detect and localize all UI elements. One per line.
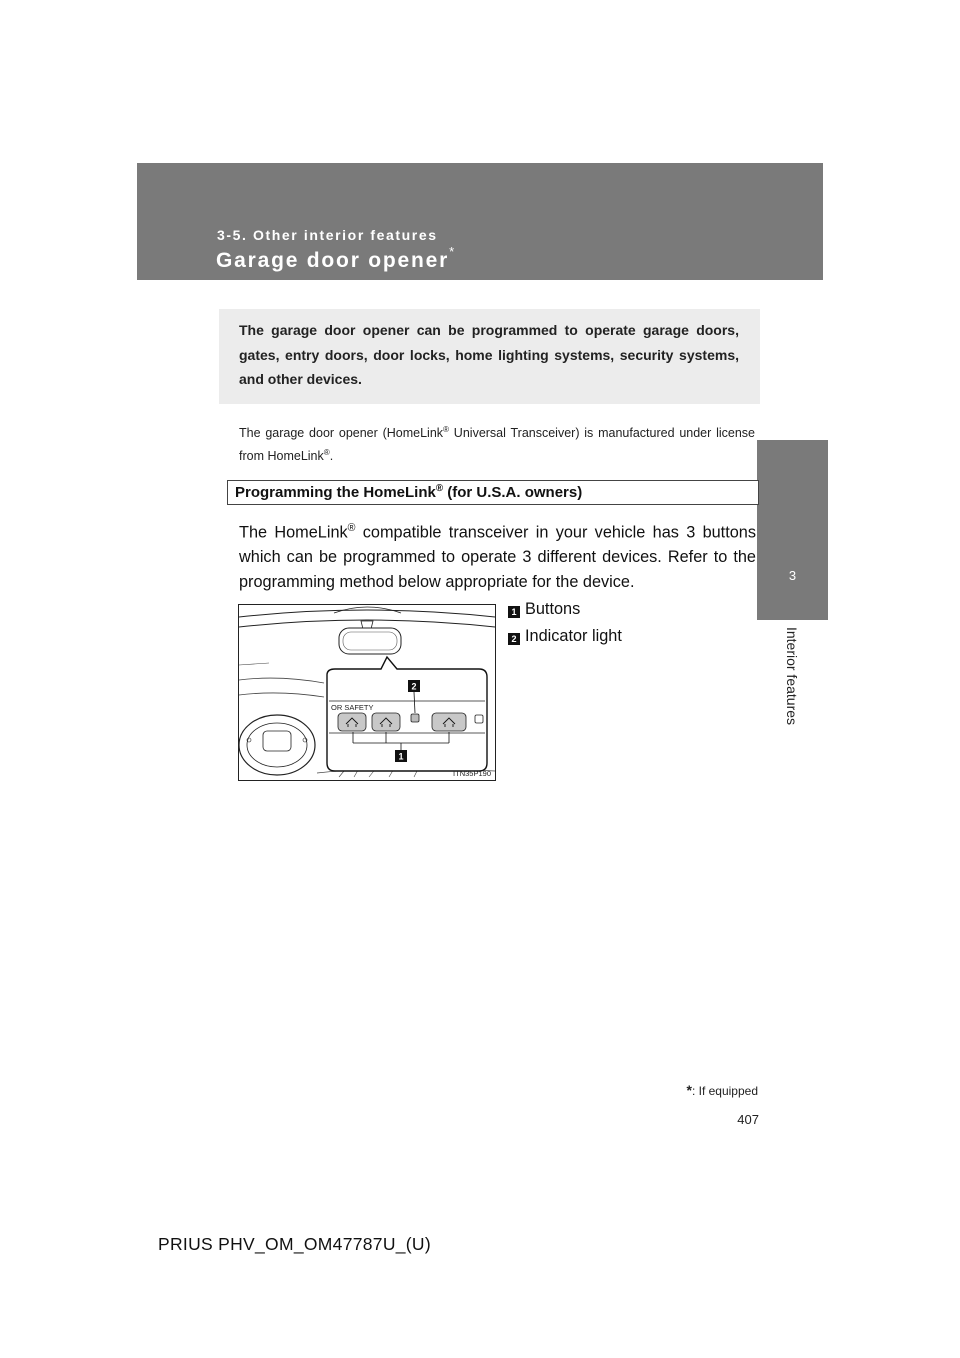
- image-code: ITN35P190: [453, 769, 491, 778]
- footnote-mark: *: [686, 1082, 692, 1098]
- page-number: 407: [737, 1112, 759, 1127]
- registered-mark: ®: [443, 425, 450, 434]
- license-note-part: .: [329, 449, 334, 464]
- page-title: [216, 244, 456, 273]
- chapter-number: 3: [788, 568, 797, 583]
- license-note-part: The garage door opener (HomeLink: [239, 426, 444, 441]
- figure-callout-1: 1: [398, 751, 404, 762]
- indicator-light: [411, 714, 419, 722]
- chapter-label: Interior features: [784, 626, 800, 726]
- homelink-illustration: [239, 605, 495, 780]
- chapter-side-tab: [757, 440, 828, 620]
- panel-text: OR SAFETY: [331, 703, 374, 712]
- if-equipped-mark: *: [449, 244, 456, 259]
- subsection-title-part: Programming the HomeLink: [235, 484, 436, 501]
- body-text-part: compatible transceiver in your vehicle has 3 buttons which can be programmed to operate 3 different devices. Refer to the programming method below appropriate for the device.: [239, 523, 756, 592]
- license-note-part: Universal Transceiver) is manufactured under license from HomeLink: [239, 426, 756, 464]
- document-code: PRIUS PHV_OM_OM47787U_(U): [158, 1234, 431, 1254]
- subsection-title-part: (for U.S.A. owners): [443, 484, 583, 501]
- callout-number: 2: [508, 633, 520, 645]
- section-label: 3-5. Other interior features: [217, 227, 438, 243]
- body-text-part: The HomeLink: [239, 523, 348, 542]
- registered-mark: ®: [323, 448, 330, 458]
- callout-number: 1: [508, 606, 520, 618]
- homelink-button-1: [338, 713, 366, 731]
- callout-label: Buttons: [525, 600, 581, 618]
- body-text: [239, 516, 756, 595]
- subsection-heading-box: [227, 480, 759, 505]
- footnote-text: : If equipped: [691, 1084, 758, 1098]
- registered-mark: ®: [347, 522, 356, 534]
- registered-mark: ®: [435, 483, 444, 494]
- callout-label: Indicator light: [525, 627, 622, 645]
- subsection-title: [235, 483, 582, 501]
- homelink-figure: [238, 604, 496, 781]
- homelink-button-3: [432, 713, 466, 731]
- footnote: [686, 1082, 758, 1098]
- intro-text: The garage door opener can be programmed to operate garage doors, gates, entry doors, door locks, home lighting systems, security systems, and other devices.: [239, 322, 739, 387]
- homelink-button-2: [372, 713, 400, 731]
- page-title-text: Garage door opener: [216, 249, 450, 272]
- license-note: [239, 420, 755, 466]
- figure-callout-2: 2: [411, 681, 417, 692]
